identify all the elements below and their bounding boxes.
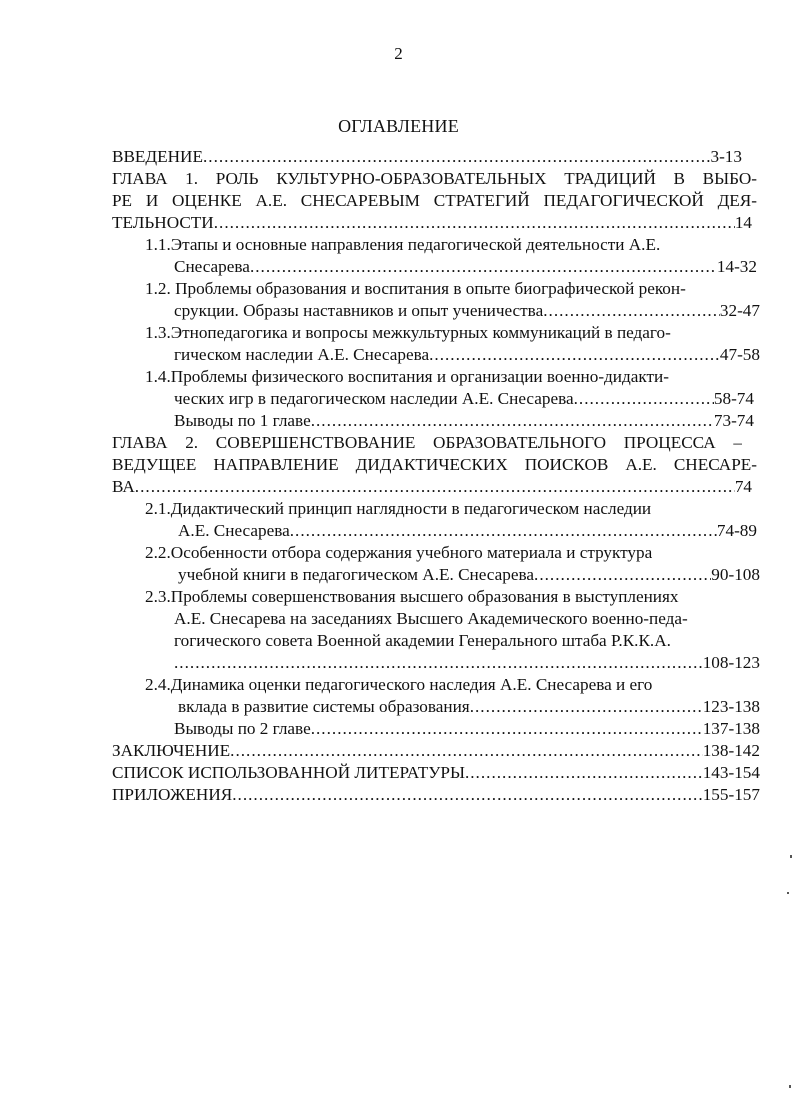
toc-s2-1-line2 <box>178 520 757 541</box>
toc-entry-text: ТЕЛЬНОСТИ <box>112 213 214 232</box>
toc-entry-text: Снесарева <box>174 257 250 276</box>
toc-entry-text: ЗАКЛЮЧЕНИЕ <box>112 741 231 760</box>
toc-conclusions-ch1 <box>174 410 754 431</box>
toc-leader-dots <box>230 740 703 761</box>
toc-entry-pages: 74-89 <box>716 521 757 540</box>
toc-leader-dots <box>429 344 720 365</box>
toc-leader-dots <box>214 212 735 233</box>
toc-chapter1-line2: РЕ И ОЦЕНКЕ А.Е. СНЕСАРЕВЫМ СТРАТЕГИЙ ПЕДАГОГИЧЕСКОЙ ДЕЯ- <box>112 191 757 210</box>
toc-s2-2-line1: 2.2.Особенности отбора содержания учебного материала и структура <box>145 543 653 562</box>
toc-s1-4-line1: 1.4.Проблемы физического воспитания и организации военно-дидакти- <box>145 367 669 386</box>
toc-entry-intro <box>112 146 742 167</box>
toc-title: ОГЛАВЛЕНИЕ <box>338 116 459 136</box>
toc-s2-3-line4 <box>174 652 760 673</box>
toc-entry-text: Выводы по 1 главе <box>174 411 311 430</box>
toc-leader-dots <box>465 762 703 783</box>
toc-entry-pages: 32-47 <box>719 301 760 320</box>
toc-entry-text: срукции. Образы наставников и опыт ученичества <box>174 301 544 320</box>
toc-entry-pages: 90-108 <box>711 565 760 584</box>
toc-chapter2-line3 <box>112 476 752 497</box>
toc-entry-text: ВА <box>112 477 135 496</box>
toc-s2-3-line1: 2.3.Проблемы совершенствования высшего образования в выступлениях <box>145 587 679 606</box>
toc-chapter1-line1: ГЛАВА 1. РОЛЬ КУЛЬТУРНО-ОБРАЗОВАТЕЛЬНЫХ ТРАДИЦИЙ В ВЫБО- <box>112 169 757 188</box>
toc-s1-3-line2 <box>174 344 760 365</box>
toc-leader-dots <box>311 410 714 431</box>
toc-entry-pages: 137-138 <box>702 719 760 738</box>
page-number: 2 <box>394 44 403 63</box>
toc-entry-text: СПИСОК ИСПОЛЬЗОВАННОЙ ЛИТЕРАТУРЫ <box>112 763 465 782</box>
toc-leader-dots <box>311 718 703 739</box>
toc-entry-conclusion <box>112 740 760 761</box>
toc-entry-text: ПРИЛОЖЕНИЯ <box>112 785 233 804</box>
toc-leader-dots <box>232 784 702 805</box>
toc-entry-pages: 123-138 <box>702 697 760 716</box>
scan-speck <box>787 892 789 894</box>
toc-chapter2-line1: ГЛАВА 2. СОВЕРШЕНСТВОВАНИЕ ОБРАЗОВАТЕЛЬНОГО ПРОЦЕССА – <box>112 433 742 452</box>
toc-s2-3-line2: А.Е. Снесарева на заседаниях Высшего Академического военно-педа- <box>174 609 688 628</box>
toc-entry-references <box>112 762 760 783</box>
toc-leader-dots <box>250 256 717 277</box>
toc-entry-pages: 74 <box>734 477 752 496</box>
toc-leader-dots <box>290 520 717 541</box>
toc-chapter2-line2: ВЕДУЩЕЕ НАПРАВЛЕНИЕ ДИДАКТИЧЕСКИХ ПОИСКОВ А.Е. СНЕСАРЕ- <box>112 455 757 474</box>
toc-entry-text: ВВЕДЕНИЕ <box>112 147 203 166</box>
toc-s1-4-line2 <box>174 388 754 409</box>
toc-entry-text: гическом наследии А.Е. Снесарева <box>174 345 430 364</box>
toc-entry-pages: 73-74 <box>713 411 754 430</box>
toc-s2-1-line1: 2.1.Дидактический принцип наглядности в педагогическом наследии <box>145 499 652 518</box>
scan-speck <box>789 1085 791 1088</box>
toc-s2-2-line2 <box>178 564 760 585</box>
toc-entry-pages: 143-154 <box>702 763 760 782</box>
toc-leader-dots <box>534 564 711 585</box>
toc-entry-pages: 3-13 <box>710 147 742 166</box>
toc-s1-3-line1: 1.3.Этнопедагогика и вопросы межкультурных коммуникаций в педаго- <box>145 323 671 342</box>
toc-s2-4-line2 <box>178 696 760 717</box>
toc-entry-text: вклада в развитие системы образования <box>178 697 470 716</box>
toc-entry-pages: 14 <box>734 213 752 232</box>
toc-leader-dots <box>203 146 711 167</box>
toc-s1-1-line1: 1.1.Этапы и основные направления педагогической деятельности А.Е. <box>145 235 661 254</box>
toc-entry-pages: 58-74 <box>713 389 754 408</box>
toc-s1-2-line1: 1.2. Проблемы образования и воспитания в опыте биографической рекон- <box>145 279 686 298</box>
toc-entry-text: А.Е. Снесарева <box>178 521 290 540</box>
toc-leader-dots <box>135 476 735 497</box>
toc-leader-dots <box>174 652 703 673</box>
toc-s1-2-line2 <box>174 300 760 321</box>
toc-leader-dots <box>543 300 720 321</box>
scan-speck <box>790 855 792 858</box>
toc-entry-text: ческих игр в педагогическом наследии А.Е. Снесарева <box>174 389 574 408</box>
toc-entry-pages: 138-142 <box>702 741 760 760</box>
toc-leader-dots <box>574 388 714 409</box>
toc-s2-3-line3: гогического совета Военной академии Генерального штаба Р.К.К.А. <box>174 631 671 650</box>
toc-entry-pages: 47-58 <box>719 345 760 364</box>
toc-conclusions-ch2 <box>174 718 760 739</box>
toc-s2-4-line1: 2.4.Динамика оценки педагогического наследия А.Е. Снесарева и его <box>145 675 653 694</box>
toc-leader-dots <box>470 696 703 717</box>
toc-entry-pages: 155-157 <box>702 785 760 804</box>
toc-entry-text: учебной книги в педагогическом А.Е. Снесарева <box>178 565 535 584</box>
toc-entry-pages: 14-32 <box>716 257 757 276</box>
toc-chapter1-line3 <box>112 212 752 233</box>
toc-s1-1-line2 <box>174 256 757 277</box>
toc-entry-pages: 108-123 <box>702 653 760 672</box>
toc-entry-appendices <box>112 784 760 805</box>
toc-entry-text: Выводы по 2 главе <box>174 719 311 738</box>
